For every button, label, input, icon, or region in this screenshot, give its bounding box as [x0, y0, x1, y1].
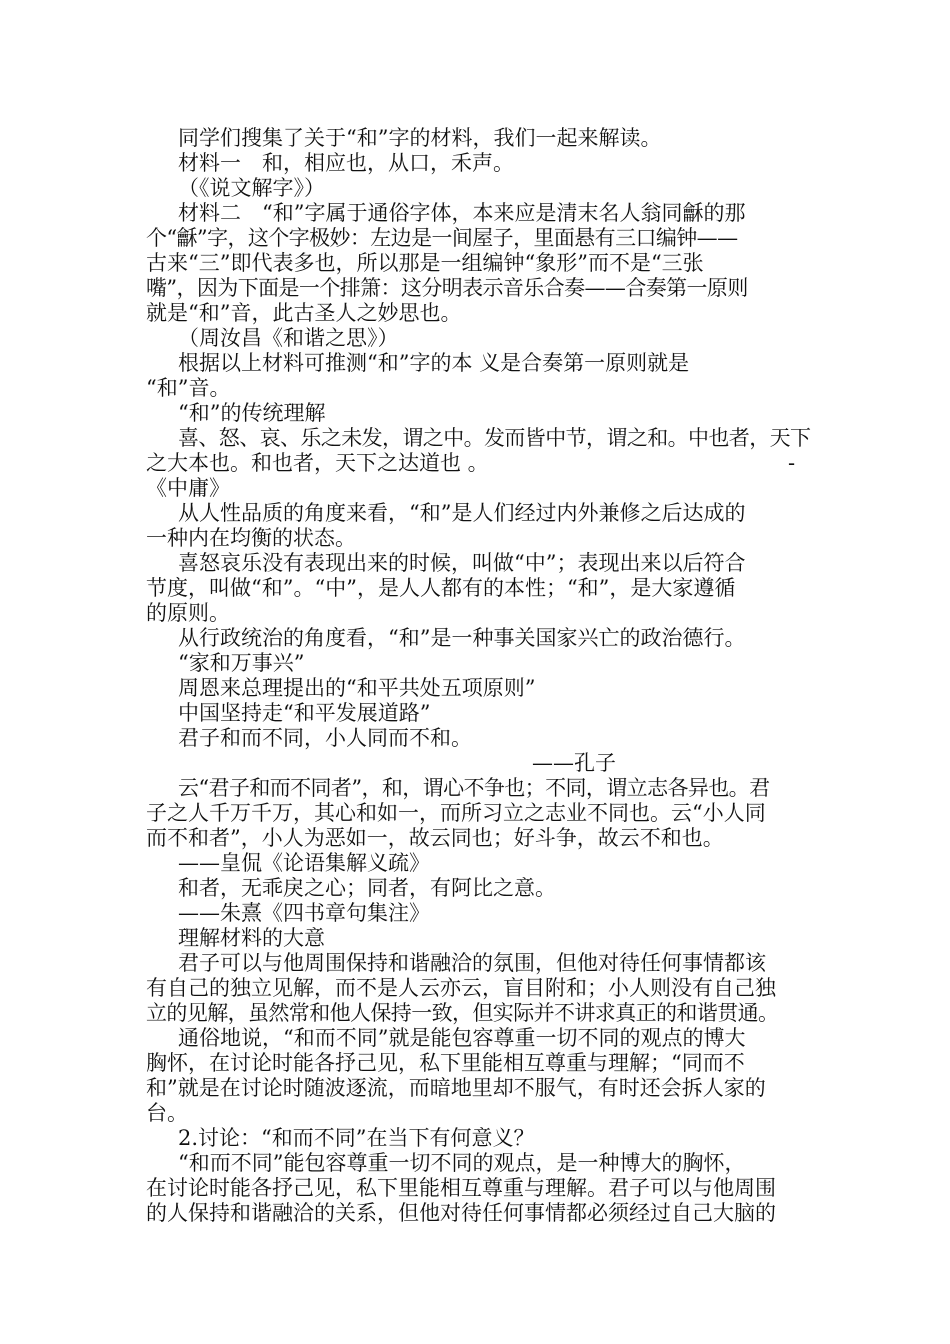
text-line: 从人性品质的角度来看，“和”是人们经过内外兼修之后达成的: [178, 501, 746, 525]
text-line: 之大本也。和也者，天下之达道也 。: [146, 451, 489, 475]
text-line: 个“龢”字，这个字极妙：左边是一间屋子，里面悬有三口编钟——: [146, 226, 738, 250]
quote-attribution: ——孔子: [532, 751, 616, 775]
text-line: “和”音。: [146, 376, 231, 400]
text-line: “家和万事兴”: [178, 651, 305, 675]
text-line: 嘴”，因为下面是一个排箫：这分明表示音乐合奏——合奏第一原则: [146, 276, 748, 300]
quote-attribution: ——朱熹《四书章句集注》: [178, 901, 430, 925]
source-citation: 《中庸》: [146, 476, 230, 500]
text-line: “和而不同”能包容尊重一切不同的观点，是一种博大的胸怀，: [178, 1151, 746, 1175]
quote-line: 和者，无乖戾之心；同者，有阿比之意。: [178, 876, 556, 900]
text-line: 和”就是在讨论时随波逐流，而暗地里却不服气，有时还会拆人家的: [146, 1076, 766, 1100]
source-citation: （周汝昌《和谐之思》）: [178, 326, 399, 350]
text-line: 胸怀，在讨论时能各抒己见，私下里能相互尊重与理解；“同而不: [146, 1051, 745, 1075]
section-heading: 理解材料的大意: [178, 926, 325, 950]
text-line: 同学们搜集了关于“和”字的材料，我们一起来解读。: [178, 126, 662, 150]
dash-mark: -: [788, 451, 796, 475]
text-line: 中国坚持走“和平发展道路”: [178, 701, 431, 725]
text-line: 从行政统治的角度看，“和”是一种事关国家兴亡的政治德行。: [178, 626, 746, 650]
text-line: 的原则。: [146, 601, 230, 625]
text-line: 古来“三”即代表多也，所以那是一组编钟“象形”而不是“三张: [146, 251, 704, 275]
text-line: 在讨论时能各抒己见，私下里能相互尊重与理解。君子可以与他周围: [146, 1176, 776, 1200]
text-line: 周恩来总理提出的“和平共处五项原则”: [178, 676, 536, 700]
source-citation: （《说文解字》）: [178, 176, 325, 200]
text-line: 台。: [146, 1101, 188, 1125]
text-line: 君子可以与他周围保持和谐融洽的氛围，但他对待任何事情都该: [178, 951, 766, 975]
text-line: 喜怒哀乐没有表现出来的时候，叫做“中”；表现出来以后符合: [178, 551, 746, 575]
text-line: 通俗地说，“和而不同”就是能包容尊重一切不同的观点的博大: [178, 1026, 746, 1050]
text-line: 材料一 和，相应也，从口，禾声。: [178, 151, 514, 175]
quote-attribution: ——皇侃《论语集解义疏》: [178, 851, 430, 875]
text-line: 喜、怒、哀、乐之未发，谓之中。发而皆中节，谓之和。中也者，天下: [178, 426, 811, 450]
text-line: 材料二 “和”字属于通俗字体，本来应是清末名人翁同龢的那: [178, 201, 746, 225]
text-line: 子之人千万千万，其心和如一，而所习立之志业不同也。云“小人同: [146, 801, 766, 825]
discussion-heading: 2.讨论：“和而不同”在当下有何意义？: [178, 1126, 535, 1150]
text-line: 而不和者”，小人为恶如一，故云同也；好斗争，故云不和也。: [146, 826, 724, 850]
text-line: 节度，叫做“和”。“中”，是人人都有的本性；“和”，是大家遵循: [146, 576, 736, 600]
text-line: 的人保持和谐融洽的关系，但他对待任何事情都必须经过自己大脑的: [146, 1201, 776, 1225]
quote-line: 君子和而不同，小人同而不和。: [178, 726, 472, 750]
text-line: 有自己的独立见解，而不是人云亦云，盲目附和；小人则没有自己独: [146, 976, 776, 1000]
text-line: 云“君子和而不同者”，和，谓心不争也；不同，谓立志各异也。君: [178, 776, 770, 800]
text-line: 根据以上材料可推测“和”字的本 义是合奏第一原则就是: [178, 351, 690, 375]
text-line: 就是“和”音，此古圣人之妙思也。: [146, 301, 462, 325]
section-heading: “和”的传统理解: [178, 401, 326, 425]
text-line: 一种内在均衡的状态。: [146, 526, 356, 550]
text-line: 立的见解，虽然常和他人保持一致，但实际并不讲求真正的和谐贯通。: [146, 1001, 779, 1025]
